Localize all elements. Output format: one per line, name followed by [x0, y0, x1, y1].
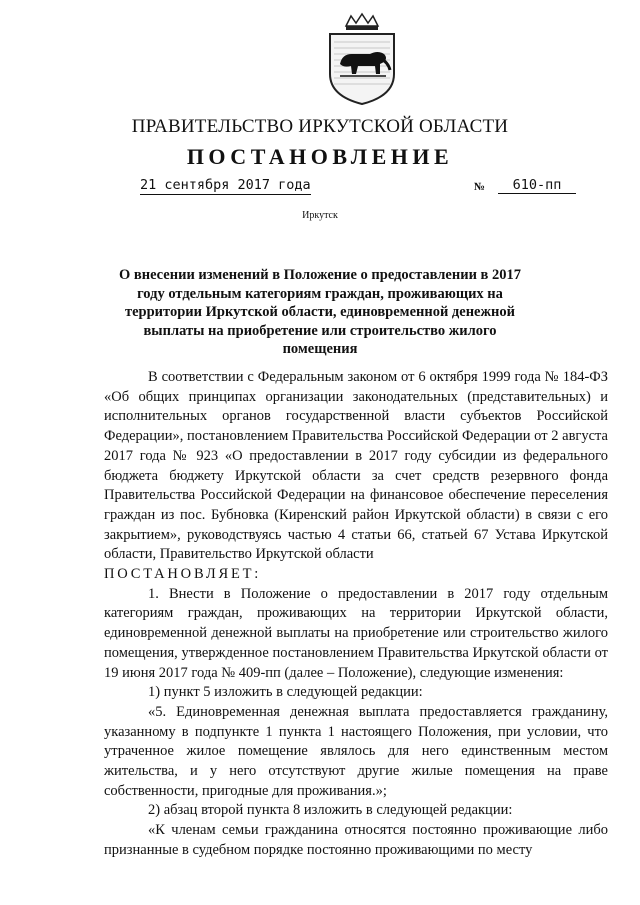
document-title: О внесении изменений в Положение о предоставлении в 2017 году отдельным категориям граждан, проживающих на территории Иркутской области, единовременной денежной выплаты на приобретение или строительство жилого помещения	[118, 267, 521, 357]
decree-word: ПОСТАНОВЛЯЕТ:	[104, 566, 262, 583]
date-value: 21 сентября 2017 года	[140, 177, 311, 193]
paragraph-1: 1. Внести в Положение о предоставлении в 2017 году отдельным категориям граждан, проживающих на территории Иркутской области, единовременной денежной выплаты на приобретение или строительство жилого помещения, утвержденное постановлением Правительства Иркутской области от 19 июня 2017 года № 409-пп (далее – Положение), следующие изменения:	[104, 585, 608, 681]
paragraph-2: 1) пункт 5 изложить в следующей редакции:	[148, 684, 423, 701]
document-body	[104, 368, 608, 861]
paragraph-5: «К членам семьи гражданина относятся постоянно проживающие либо признанные в судебном порядке постоянно проживающими по месту	[104, 822, 608, 858]
government-name: ПРАВИТЕЛЬСТВО ИРКУТСКОЙ ОБЛАСТИ	[131, 116, 509, 137]
paragraph-4: 2) абзац второй пункта 8 изложить в следующей редакции:	[148, 802, 513, 819]
number-label: №	[474, 181, 486, 193]
document-number: 610-пп	[498, 177, 576, 194]
document-type: ПОСТАНОВЛЕНИЕ	[186, 144, 454, 169]
city: Иркутск	[302, 210, 338, 221]
irkutsk-coat-of-arms-icon	[318, 12, 406, 106]
paragraph-3: «5. Единовременная денежная выплата предоставляется гражданину, указанному в подпункте 1 пункта 1 настоящего Положения, при условии, что утраченное жилое помещение являлось для него единственным местом жительства, и у него отсутствуют другие жилые помещения на праве собственности, пригодные для проживания.»;	[104, 703, 608, 799]
document-date	[140, 177, 311, 193]
preamble-paragraph: В соответствии с Федеральным законом от 6 октября 1999 года № 184-ФЗ «Об общих принципах организации законодательных (представительных) и исполнительных органов государственной власти субъектов Российской Федерации», постановлением Правительства Российской Федерации от 2 августа 2017 года № 923 «О предоставлении в 2017 году субсидии из федерального бюджета бюджету Иркутской области за счет средств резервного фонда Правительства Российской Федерации на финансовое обеспечение переселения граждан из пос. Бубновка (Киренский район Иркутской области) в связи с его закрытием», руководствуясь частью 4 статьи 66, статьей 67 Устава Иркутской области, Правительство Иркутской области	[104, 369, 608, 563]
